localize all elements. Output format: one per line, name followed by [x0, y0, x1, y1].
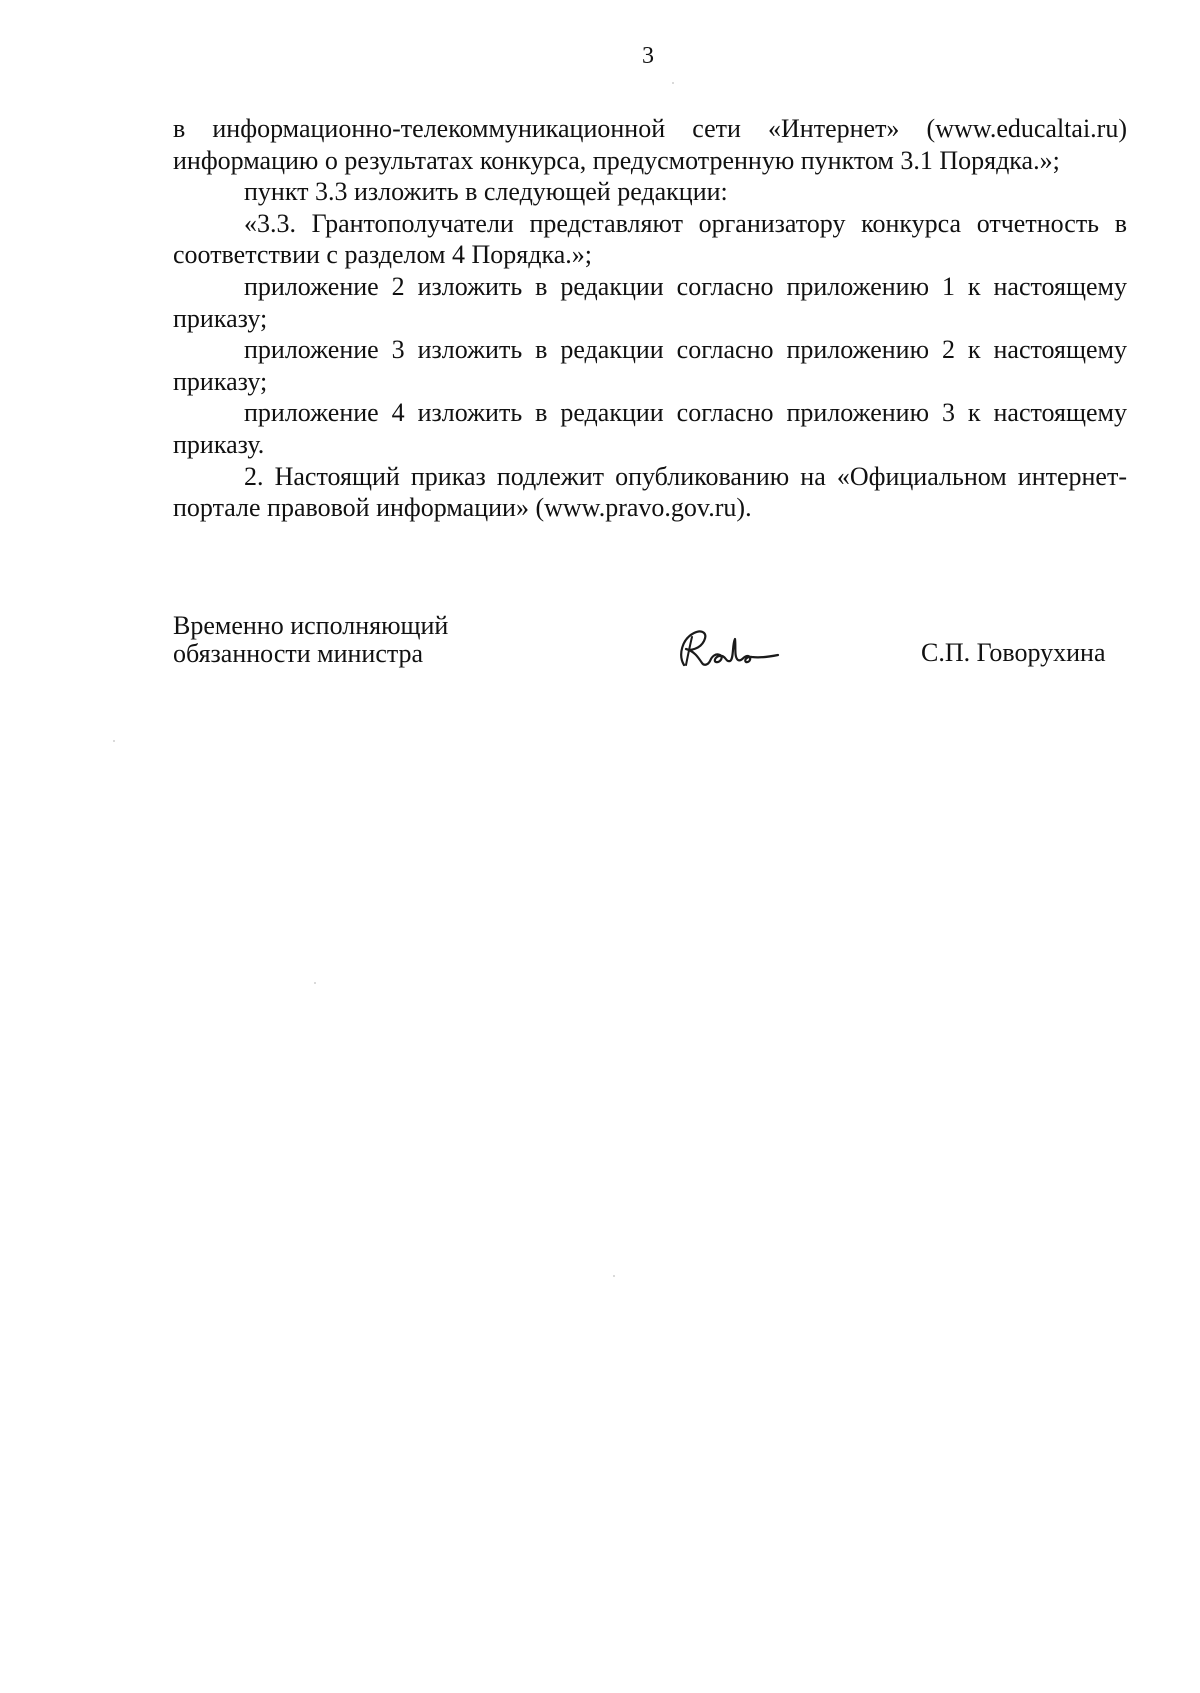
scan-speck	[113, 740, 115, 742]
scan-speck	[672, 82, 674, 84]
page-number: 3	[642, 43, 654, 69]
paragraph-5: приложение 3 изложить в редакции согласно приложению 2 к настоящему приказу;	[173, 335, 1127, 396]
paragraph-6: приложение 4 изложить в редакции согласно приложению 3 к настоящему приказу.	[173, 398, 1127, 459]
signatory-role-line-1: Временно исполняющий	[173, 611, 449, 640]
paragraph-1: в информационно-телекоммуникационной сети «Интернет» (www.educaltai.ru) информацию о результатах конкурса, предусмотренную пунктом 3.1 Порядка.»;	[173, 114, 1127, 175]
paragraph-2: пункт 3.3 изложить в следующей редакции:	[244, 177, 728, 207]
handwritten-signature	[672, 625, 782, 673]
scan-speck	[613, 1275, 615, 1277]
paragraph-3: «3.3. Грантополучатели представляют организатору конкурса отчетность в соответствии с разделом 4 Порядка.»;	[173, 208, 1127, 270]
signatory-name: С.П. Говорухина	[921, 638, 1106, 667]
paragraph-4: приложение 2 изложить в редакции согласно приложению 1 к настоящему приказу;	[173, 271, 1127, 333]
signatory-role	[173, 612, 448, 668]
paragraph-7: 2. Настоящий приказ подлежит опубликованию на «Официальном интернет-портале правовой информации» (www.pravo.gov.ru).	[173, 461, 1127, 523]
scan-speck	[314, 982, 316, 984]
document-body	[173, 113, 1127, 524]
signatory-role-line-2: обязанности министра	[173, 639, 424, 668]
